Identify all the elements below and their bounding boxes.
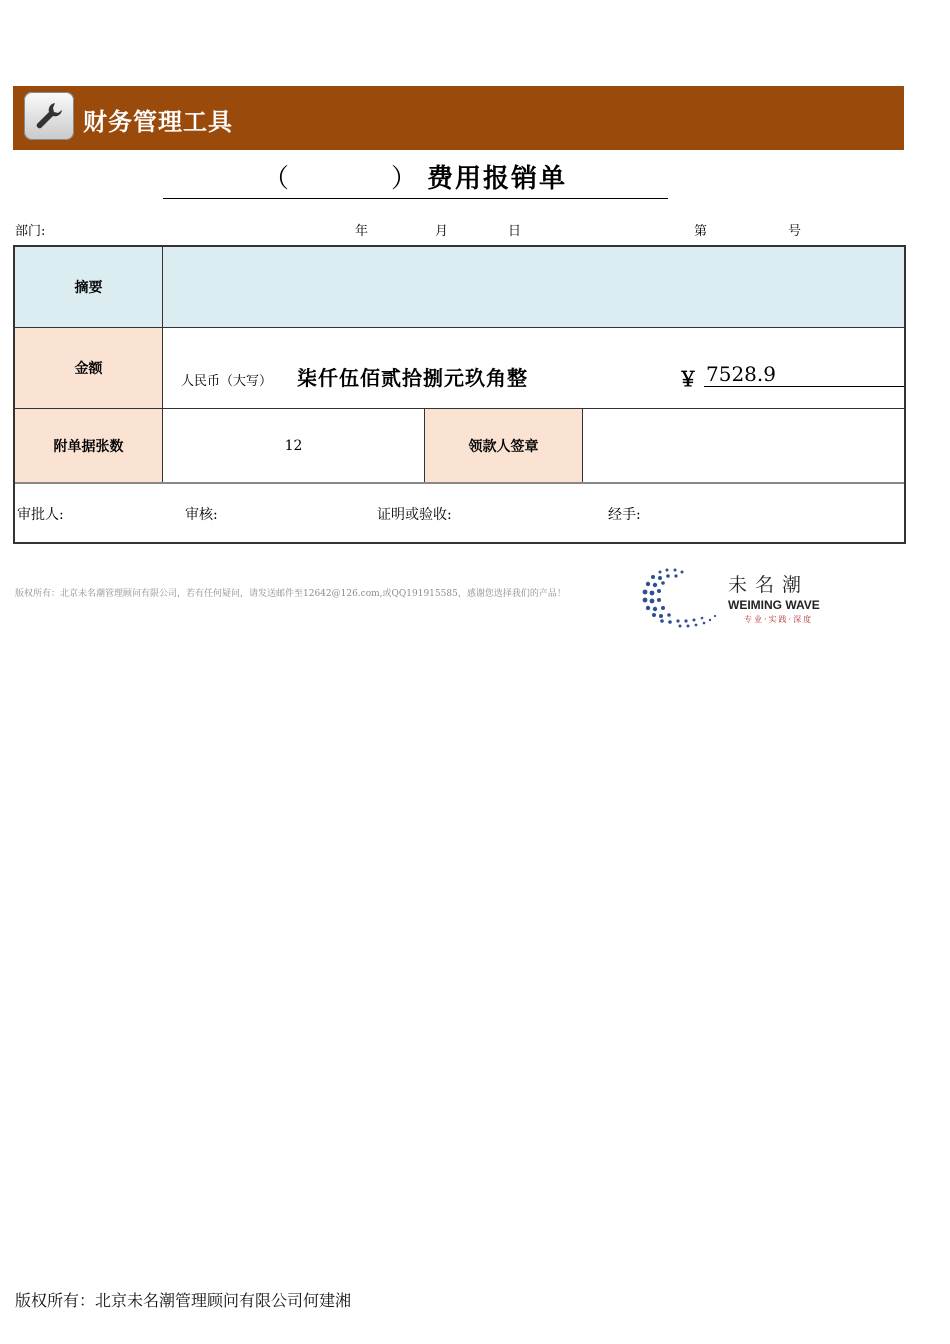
serial-prefix-label: 第	[694, 224, 708, 239]
amount-field	[163, 328, 904, 409]
summary-field[interactable]	[163, 247, 904, 328]
payee-signature-label: 领款人签章	[425, 409, 583, 482]
form-title-text: 费用报销单	[427, 164, 568, 194]
yen-symbol: ￥	[678, 367, 698, 391]
amount-label: 金额	[15, 328, 163, 409]
amount-number[interactable]: 7528.9	[704, 362, 904, 387]
title-paren-open: （	[263, 164, 290, 194]
reviewer-label: 审核:	[185, 507, 218, 523]
approvals-row	[15, 482, 904, 540]
form-title	[163, 154, 668, 199]
banner-title: 财务管理工具	[83, 108, 233, 136]
attachments-label: 附单据张数	[15, 409, 163, 482]
amount-in-words: 柒仟伍佰贰拾捌元玖角整	[297, 366, 528, 390]
copyright-notice: 版权所有：北京未名潮管理顾问有限公司，若有任何疑问，请发送邮件至12642@126.com,或QQ191915585，感谢您选择我们的产品！	[15, 589, 566, 599]
footer-copyright: 版权所有：北京未名潮管理顾问有限公司何建湘	[15, 1291, 352, 1310]
company-logo	[640, 566, 830, 630]
day-label: 日	[508, 224, 522, 239]
logo-chinese-name: 未名潮	[728, 574, 810, 596]
logo-english-name: WEIMING WAVE	[728, 598, 820, 612]
payee-signature-field[interactable]	[583, 409, 904, 482]
approver-label: 审批人:	[17, 507, 64, 523]
verifier-label: 证明或验收:	[377, 507, 452, 523]
wrench-icon	[24, 92, 74, 140]
title-paren-close: ）	[391, 164, 418, 194]
expense-form-table	[13, 245, 906, 544]
serial-suffix-label: 号	[788, 224, 802, 239]
wave-dots-icon	[640, 566, 724, 630]
year-label: 年	[355, 224, 369, 239]
summary-label: 摘要	[15, 247, 163, 328]
rmb-uppercase-label: 人民币（大写）	[181, 374, 273, 389]
header-banner	[13, 86, 904, 150]
handler-label: 经手:	[608, 507, 641, 523]
department-label: 部门:	[15, 224, 46, 239]
attachments-count[interactable]: 12	[163, 409, 425, 482]
logo-tagline: 专业·实践·深度	[744, 615, 814, 624]
month-label: 月	[435, 224, 449, 239]
